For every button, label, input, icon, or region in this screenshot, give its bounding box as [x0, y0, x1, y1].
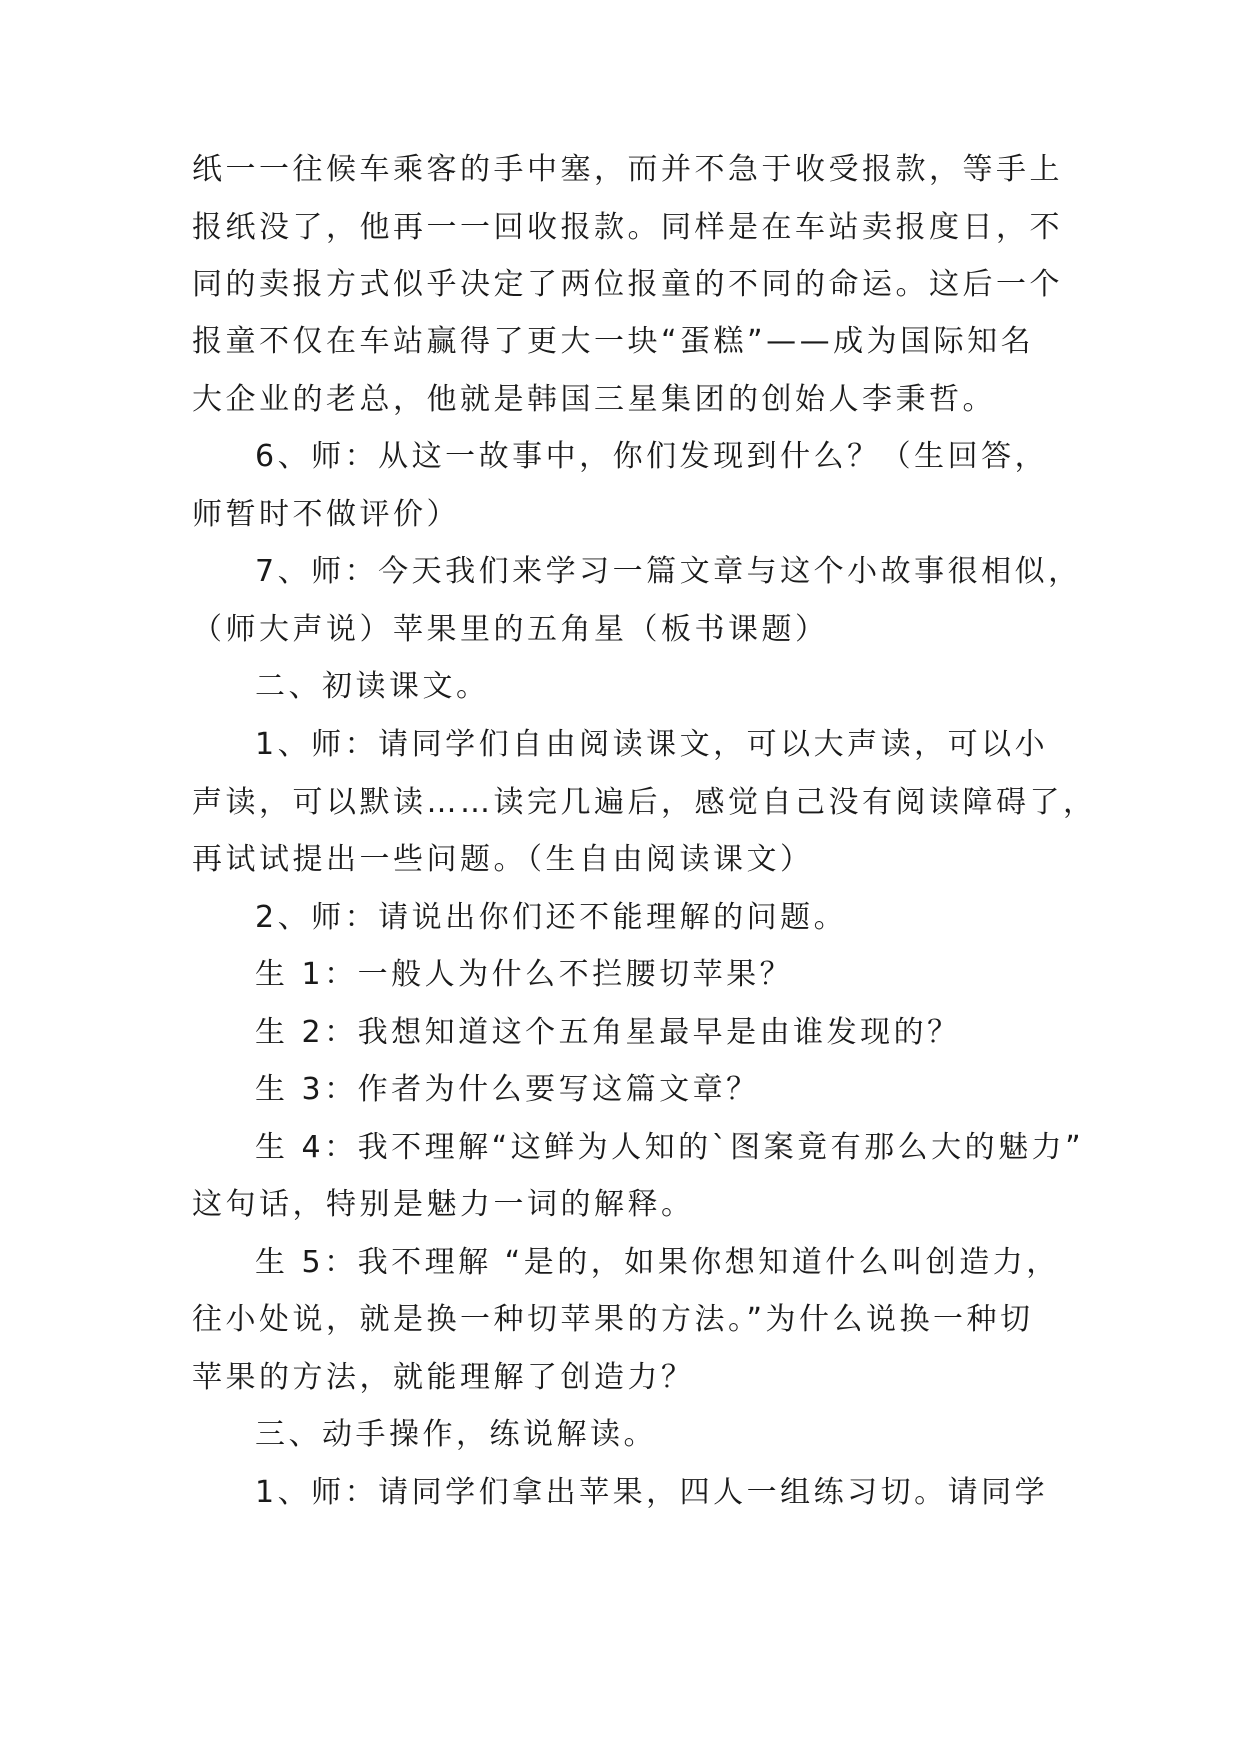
text-line: 大企业的老总，他就是韩国三星集团的创始人李秉哲。 — [192, 382, 996, 417]
text-line: 生 1：一般人为什么不拦腰切苹果？ — [255, 957, 794, 992]
text-line: 生 3：作者为什么要写这篇文章？ — [255, 1072, 760, 1107]
section-heading: 二、初读课文。 — [255, 669, 490, 704]
text-line: 这句话，特别是魅力一词的解释。 — [192, 1187, 695, 1222]
text-line: 1、师：请同学们拿出苹果，四人一组练习切。请同学 — [255, 1475, 1049, 1510]
text-line: 报童不仅在车站赢得了更大一块“蛋糕”——成为国际知名 — [192, 324, 1035, 359]
text-line: 声读，可以默读……读完几遍后，感觉自己没有阅读障碍了， — [192, 785, 1097, 820]
text-line: 生 5：我不理解 “是的，如果你想知道什么叫创造力， — [255, 1245, 1060, 1280]
text-line: 2、师：请说出你们还不能理解的问题。 — [255, 900, 848, 935]
text-line: 1、师：请同学们自由阅读课文，可以大声读，可以小 — [255, 727, 1049, 762]
text-line: 生 2：我想知道这个五角星最早是由谁发现的？ — [255, 1015, 961, 1050]
text-line: 报纸没了，他再一一回收报款。同样是在车站卖报度日，不 — [192, 210, 1063, 245]
text-line: 纸一一往候车乘客的手中塞，而并不急于收受报款，等手上 — [192, 152, 1063, 187]
text-line: 往小处说，就是换一种切苹果的方法。”为什么说换一种切 — [192, 1302, 1034, 1337]
text-line: 生 4：我不理解“这鲜为人知的`图案竟有那么大的魅力” — [255, 1130, 1085, 1165]
text-line: 师暂时不做评价） — [192, 497, 460, 532]
text-line: 6、师：从这一故事中，你们发现到什么？（生回答， — [255, 439, 1049, 474]
text-line: 再试试提出一些问题。（生自由阅读课文） — [192, 842, 814, 877]
section-heading: 三、动手操作，练说解读。 — [255, 1417, 657, 1452]
text-line: 7、师：今天我们来学习一篇文章与这个小故事很相似， — [255, 554, 1082, 589]
text-line: 苹果的方法，就能理解了创造力？ — [192, 1360, 695, 1395]
text-line: （师大声说）苹果里的五角星（板书课题） — [192, 612, 829, 647]
text-line: 同的卖报方式似乎决定了两位报童的不同的命运。这后一个 — [192, 267, 1063, 302]
